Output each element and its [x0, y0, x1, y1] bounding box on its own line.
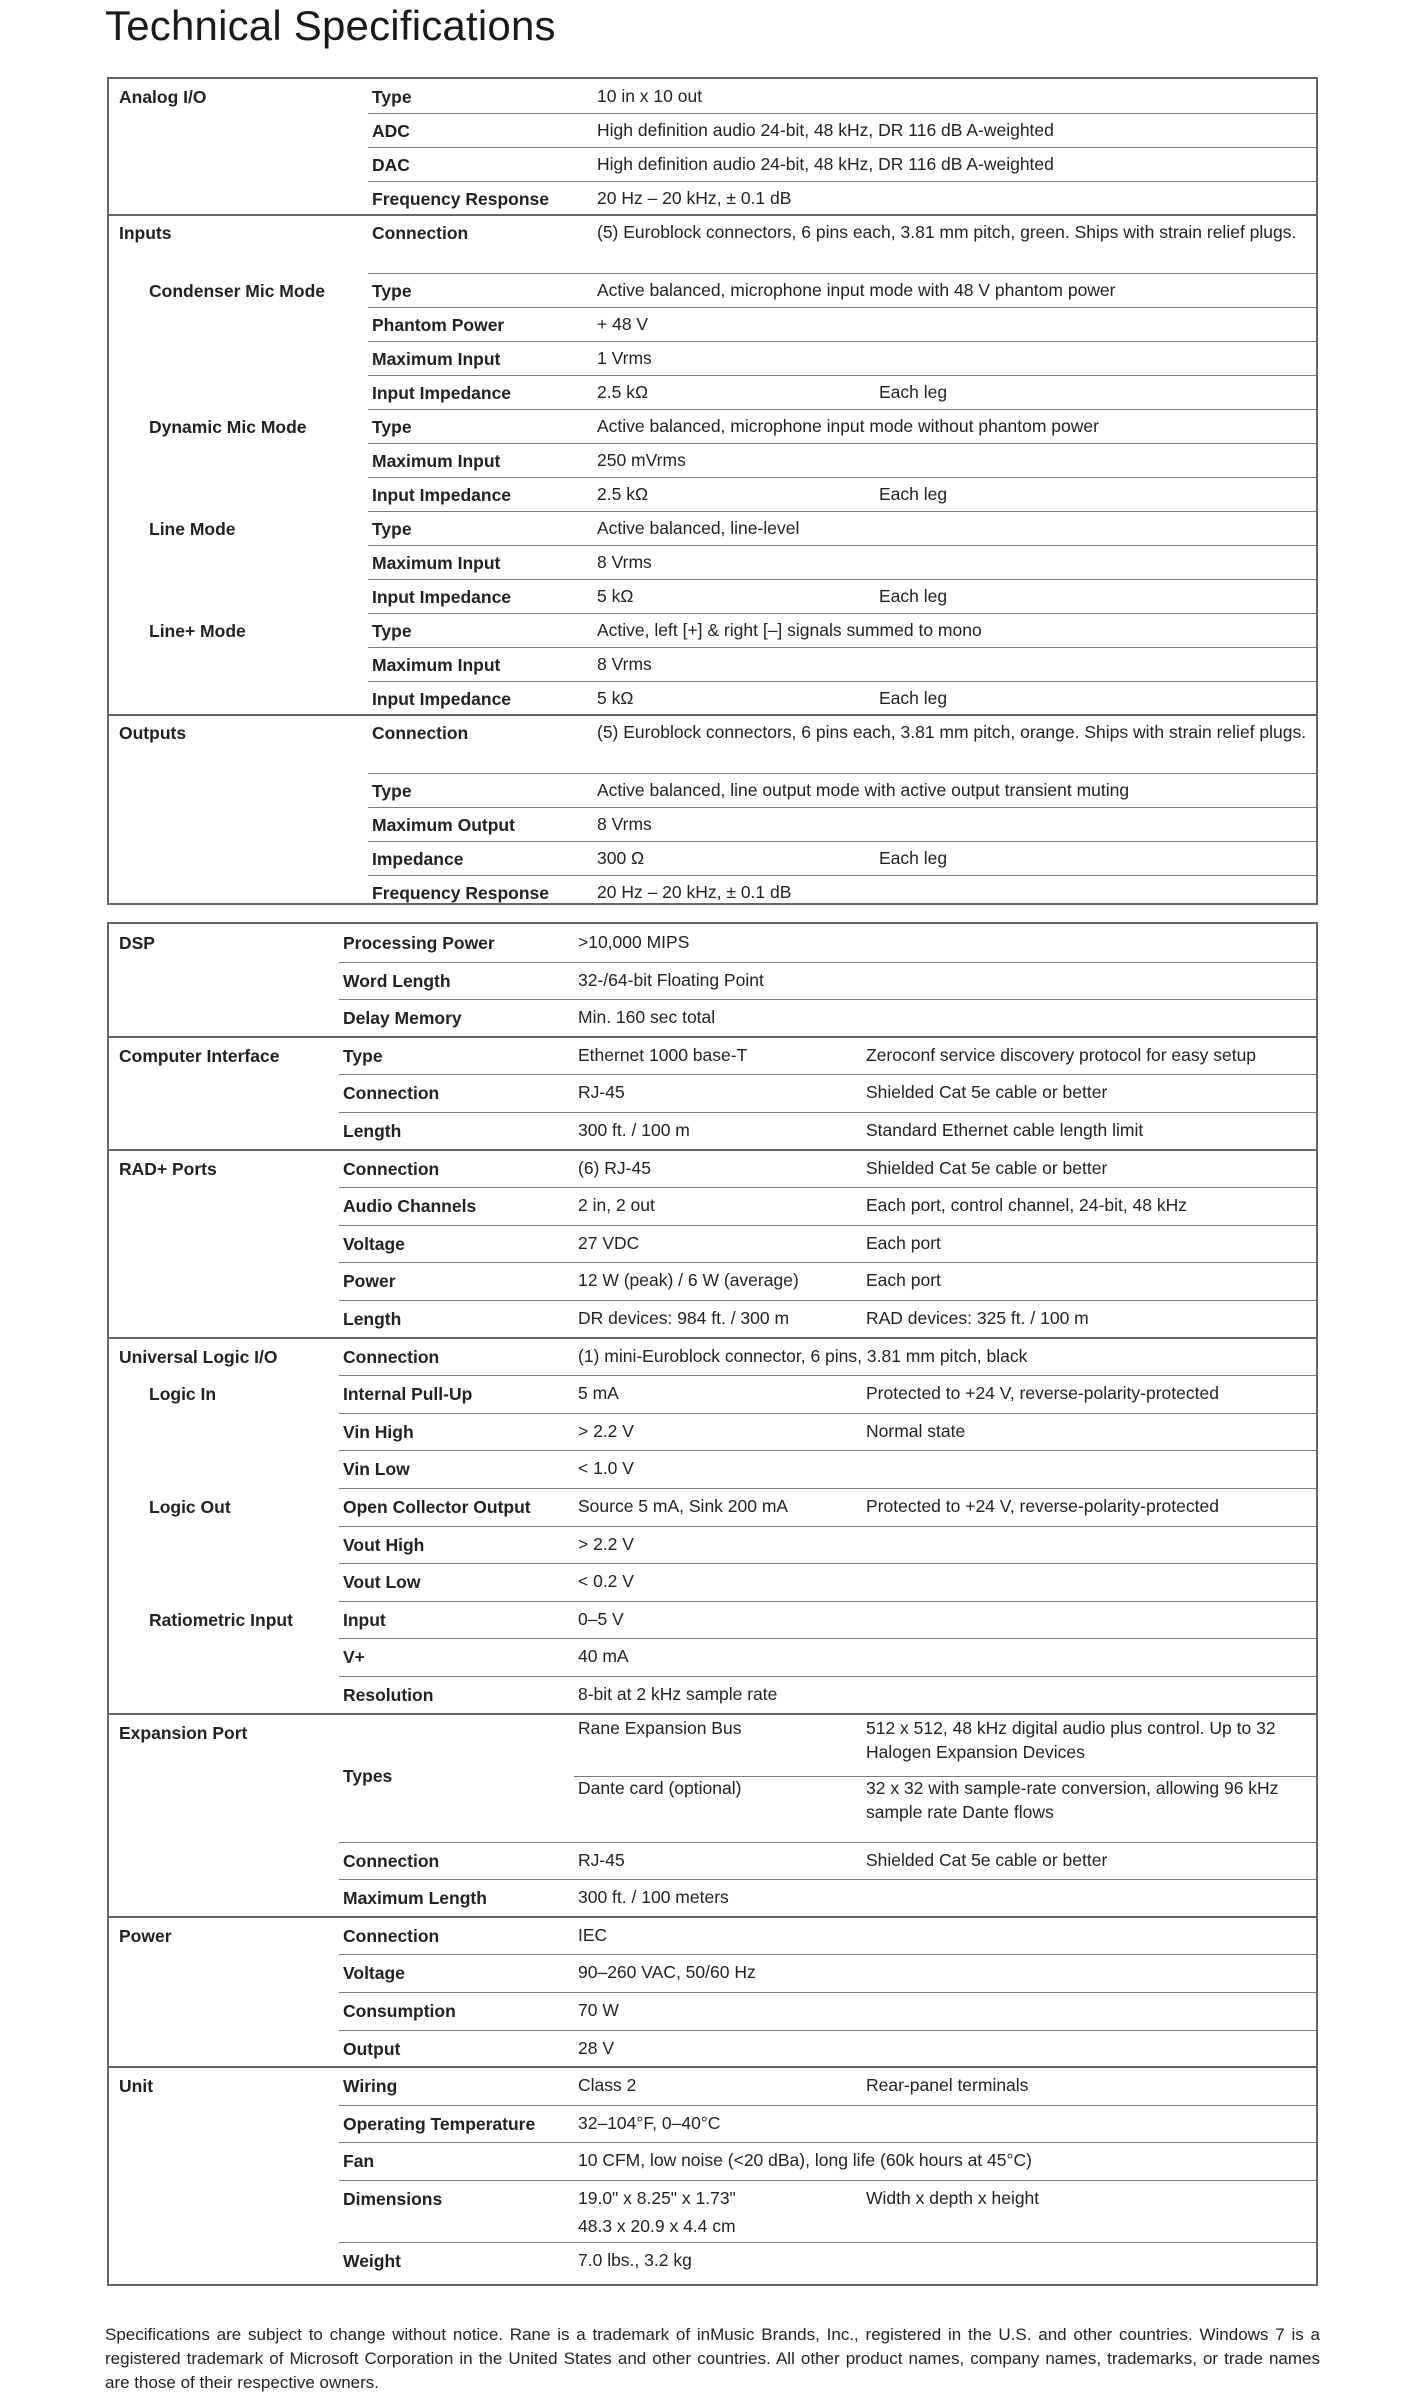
spec-label: Frequency Response [372, 883, 549, 903]
spec-label: Internal Pull-Up [343, 1384, 473, 1405]
spec-label: Output [343, 2038, 401, 2059]
spec-label: Voltage [343, 1963, 405, 1984]
spec-row [109, 715, 1316, 773]
spec-label: Input Impedance [372, 485, 512, 505]
page-title: Technical Specifications [105, 2, 556, 49]
spec-label: Processing Power [343, 933, 495, 953]
spec-value: 5 mA [578, 1383, 619, 1404]
spec-value: (5) Euroblock connectors, 6 pins each, 3.81 mm pitch, green. Ships with strain relief plugs. [597, 222, 1297, 242]
spec-table-system [107, 922, 1318, 2286]
spec-row [109, 2242, 1316, 2280]
spec-value: High definition audio 24-bit, 48 kHz, DR 116 dB A-weighted [597, 120, 1054, 140]
spec-value: Rane Expansion Bus [578, 1717, 742, 1738]
spec-row [109, 773, 1316, 807]
spec-note: Shielded Cat 5e cable or better [866, 1082, 1108, 1103]
spec-value: Active balanced, microphone input mode without phantom power [597, 416, 1099, 436]
spec-note: Zeroconf service discovery protocol for easy setup [866, 1044, 1257, 1065]
spec-label: Maximum Output [372, 815, 515, 835]
subgroup-label: Condenser Mic Mode [149, 281, 325, 301]
spec-value: 12 W (peak) / 6 W (average) [578, 1270, 799, 1291]
spec-note: 32 x 32 with sample-rate conversion, allowing 96 kHz sample rate Dante flows [866, 1777, 1279, 1822]
spec-label: Connection [343, 1850, 440, 1871]
spec-label: Vin Low [343, 1459, 410, 1480]
spec-label: Operating Temperature [343, 2113, 536, 2134]
spec-note: Protected to +24 V, reverse-polarity-protected [866, 1383, 1219, 1404]
spec-label: ADC [372, 121, 410, 141]
spec-value: Min. 160 sec total [578, 1007, 716, 1028]
spec-label: Type [343, 1045, 383, 1066]
spec-row [109, 647, 1316, 681]
spec-row [109, 1488, 1316, 1526]
spec-note: Shielded Cat 5e cable or better [866, 1849, 1108, 1870]
spec-label: Dimensions [343, 2189, 443, 2209]
spec-value: 8 Vrms [597, 552, 652, 572]
spec-value: 10 CFM, low noise (<20 dBa), long life (60k hours at 45°C) [578, 2150, 1032, 2171]
spec-row [109, 999, 1316, 1037]
spec-row [109, 1450, 1316, 1488]
spec-label: Phantom Power [372, 315, 505, 335]
spec-value: > 2.2 V [578, 1420, 634, 1441]
spec-value: 2 in, 2 out [578, 1195, 655, 1216]
spec-value: (6) RJ-45 [578, 1157, 651, 1178]
category-label: Universal Logic I/O [119, 1346, 278, 1367]
spec-row [109, 1112, 1316, 1150]
spec-row [109, 341, 1316, 375]
spec-value: 1 Vrms [597, 348, 652, 368]
spec-row [109, 273, 1316, 307]
spec-row [109, 1262, 1316, 1300]
spec-label: Input Impedance [372, 587, 512, 607]
spec-row [109, 2142, 1316, 2180]
spec-value: Class 2 [578, 2075, 637, 2096]
spec-note: Each port, control channel, 24-bit, 48 kHz [866, 1195, 1188, 1216]
spec-note: RAD devices: 325 ft. / 100 m [866, 1308, 1089, 1328]
category-label: Computer Interface [119, 1045, 280, 1066]
spec-row [109, 1526, 1316, 1564]
spec-label: Connection [372, 223, 469, 243]
category-label: Unit [119, 2076, 154, 2097]
spec-note: Each leg [879, 586, 948, 606]
spec-value: 8-bit at 2 kHz sample rate [578, 1684, 778, 1704]
spec-row [109, 2067, 1316, 2105]
spec-value: 90–260 VAC, 50/60 Hz [578, 1962, 756, 1983]
spec-label: Vout Low [343, 1572, 421, 1593]
spec-row [109, 1714, 1316, 1842]
spec-row [109, 1187, 1316, 1225]
spec-note: Each port [866, 1270, 941, 1291]
spec-label: Input Impedance [372, 689, 512, 709]
spec-row [109, 924, 1316, 962]
spec-row [109, 579, 1316, 613]
subgroup-label: Logic Out [149, 1497, 231, 1517]
spec-row [109, 307, 1316, 341]
spec-row [109, 147, 1316, 181]
category-label: Analog I/O [119, 87, 207, 107]
spec-note: Width x depth x height [866, 2188, 1040, 2208]
spec-value: 300 ft. / 100 m [578, 1120, 690, 1140]
spec-row [109, 1375, 1316, 1413]
spec-value: >10,000 MIPS [578, 932, 690, 952]
spec-value: 5 kΩ [597, 586, 634, 606]
spec-label: Type [372, 281, 412, 301]
spec-row [109, 613, 1316, 647]
subgroup-label: Logic In [149, 1384, 217, 1405]
spec-label: Consumption [343, 2001, 456, 2021]
spec-label: DAC [372, 155, 410, 175]
spec-value: 40 mA [578, 1646, 629, 1667]
spec-label: Connection [343, 1346, 440, 1367]
spec-note: Rear-panel terminals [866, 2075, 1029, 2096]
spec-value: RJ-45 [578, 1082, 625, 1103]
spec-label: Impedance [372, 849, 464, 869]
spec-value: > 2.2 V [578, 1533, 634, 1554]
spec-row [109, 375, 1316, 409]
spec-value: High definition audio 24-bit, 48 kHz, DR 116 dB A-weighted [597, 154, 1054, 174]
spec-value: 5 kΩ [597, 688, 634, 708]
spec-value: 8 Vrms [597, 654, 652, 674]
spec-row [109, 181, 1316, 215]
spec-label: Input Impedance [372, 383, 512, 403]
spec-note: Each leg [879, 688, 948, 708]
spec-label: Connection [343, 1925, 440, 1946]
spec-value: 27 VDC [578, 1232, 640, 1253]
spec-value: 2.5 kΩ [597, 382, 649, 402]
spec-value: + 48 V [597, 314, 649, 334]
spec-label: Resolution [343, 1685, 434, 1705]
spec-value: 8 Vrms [597, 814, 652, 834]
spec-row [109, 1074, 1316, 1112]
spec-row [109, 875, 1316, 909]
spec-value: Active balanced, line output mode with active output transient muting [597, 780, 1130, 800]
spec-label: Input [343, 1609, 386, 1630]
spec-label: Delay Memory [343, 1008, 462, 1029]
spec-note: Each leg [879, 382, 948, 402]
spec-row [109, 1338, 1316, 1376]
spec-value: 7.0 lbs., 3.2 kg [578, 2249, 692, 2270]
spec-value: 19.0" x 8.25" x 1.73" [578, 2188, 736, 2208]
spec-row [109, 1954, 1316, 1992]
spec-value: (5) Euroblock connectors, 6 pins each, 3.81 mm pitch, orange. Ships with strain relief plugs. [597, 722, 1307, 742]
spec-label: Wiring [343, 2076, 398, 2097]
category-label: Expansion Port [119, 1722, 248, 1743]
spec-label: Vout High [343, 1534, 425, 1555]
spec-row [109, 477, 1316, 511]
spec-label: Connection [343, 1158, 440, 1179]
subgroup-label: Line+ Mode [149, 621, 246, 641]
spec-value: RJ-45 [578, 1849, 625, 1870]
spec-row [109, 1225, 1316, 1263]
spec-label: Type [372, 621, 412, 641]
spec-label: Power [343, 1271, 396, 1292]
spec-row [109, 2180, 1316, 2242]
spec-label: Vin High [343, 1421, 414, 1442]
spec-value-secondary: 48.3 x 20.9 x 4.4 cm [578, 2216, 736, 2236]
spec-label: Type [372, 781, 412, 801]
category-label: Inputs [119, 223, 172, 243]
subgroup-label: Line Mode [149, 519, 236, 539]
footer-disclaimer: Specifications are subject to change without notice. Rane is a trademark of inMusic Brands, Inc., registered in the U.S. and other countries. Windows 7 is a registered trademark of Microsoft Corporation in the United States and other countries. All other product names, company names, trademarks, or trade names are those of their respective owners. [105, 2325, 1320, 2392]
spec-label: Length [343, 1309, 402, 1329]
spec-value: 20 Hz – 20 kHz, ± 0.1 dB [597, 882, 792, 902]
subgroup-label: Dynamic Mic Mode [149, 417, 307, 437]
spec-value: 0–5 V [578, 1608, 624, 1629]
spec-note: Standard Ethernet cable length limit [866, 1120, 1144, 1140]
spec-value: IEC [578, 1924, 608, 1945]
spec-row [109, 841, 1316, 875]
spec-note: Normal state [866, 1420, 966, 1441]
spec-value: DR devices: 984 ft. / 300 m [578, 1308, 790, 1328]
spec-row [109, 1563, 1316, 1601]
spec-value: 300 Ω [597, 848, 645, 868]
spec-note: Each leg [879, 848, 948, 868]
spec-label: Maximum Input [372, 655, 501, 675]
spec-row [109, 1601, 1316, 1639]
spec-label: Type [372, 87, 412, 107]
spec-value: 32–104°F, 0–40°C [578, 2112, 721, 2133]
spec-row [109, 962, 1316, 1000]
spec-label: Fan [343, 2151, 375, 2172]
subgroup-label: Ratiometric Input [149, 1609, 293, 1630]
category-label: Outputs [119, 723, 187, 743]
spec-value: Ethernet 1000 base-T [578, 1044, 748, 1065]
spec-label: Maximum Input [372, 349, 501, 369]
spec-label: Open Collector Output [343, 1497, 531, 1517]
spec-value: 250 mVrms [597, 450, 686, 470]
spec-table-analog [107, 77, 1318, 905]
spec-value: Source 5 mA, Sink 200 mA [578, 1496, 789, 1516]
spec-value: 32-/64-bit Floating Point [578, 969, 764, 990]
spec-row [109, 1992, 1316, 2030]
spec-value: Dante card (optional) [578, 1777, 742, 1798]
spec-row [109, 545, 1316, 579]
category-label: RAD+ Ports [119, 1158, 217, 1179]
spec-value: < 0.2 V [578, 1571, 634, 1592]
spec-value: 20 Hz – 20 kHz, ± 0.1 dB [597, 188, 792, 208]
category-label: Power [119, 1925, 172, 1946]
spec-note: Each port [866, 1232, 941, 1253]
spec-row [109, 1842, 1316, 1880]
spec-value: Active balanced, microphone input mode with 48 V phantom power [597, 280, 1116, 300]
spec-value: 300 ft. / 100 meters [578, 1887, 729, 1908]
spec-label: Word Length [343, 970, 451, 991]
spec-row [109, 1638, 1316, 1676]
spec-row [109, 2030, 1316, 2068]
spec-row [109, 681, 1316, 715]
spec-row [109, 807, 1316, 841]
spec-label: Type [372, 519, 412, 539]
spec-value: 70 W [578, 2000, 619, 2020]
spec-value: < 1.0 V [578, 1458, 634, 1479]
spec-value: (1) mini-Euroblock connector, 6 pins, 3.81 mm pitch, black [578, 1345, 1028, 1366]
spec-row [109, 1150, 1316, 1188]
spec-value: Active balanced, line-level [597, 518, 800, 538]
spec-row [109, 1676, 1316, 1714]
spec-row [109, 511, 1316, 545]
spec-note: 512 x 512, 48 kHz digital audio plus control. Up to 32 Halogen Expansion Devices [866, 1717, 1276, 1762]
spec-row [109, 1879, 1316, 1917]
spec-label: Frequency Response [372, 189, 549, 209]
spec-label: Types [343, 1765, 393, 1786]
spec-label: Maximum Length [343, 1888, 487, 1909]
spec-label: Length [343, 1121, 402, 1141]
spec-label: Connection [372, 723, 469, 743]
spec-row [109, 1300, 1316, 1338]
spec-note: Protected to +24 V, reverse-polarity-protected [866, 1496, 1219, 1516]
spec-value: 2.5 kΩ [597, 484, 649, 504]
spec-label: Voltage [343, 1233, 405, 1254]
spec-row [109, 443, 1316, 477]
spec-label: V+ [343, 1647, 365, 1668]
spec-label: Connection [343, 1083, 440, 1104]
spec-row [109, 79, 1316, 113]
spec-row [109, 215, 1316, 273]
spec-label: Weight [343, 2250, 402, 2271]
spec-note: Each leg [879, 484, 948, 504]
spec-row [109, 113, 1316, 147]
spec-row [109, 1037, 1316, 1075]
spec-row [109, 409, 1316, 443]
spec-value: 28 V [578, 2037, 614, 2058]
spec-row [109, 2105, 1316, 2143]
spec-row [109, 1917, 1316, 1955]
spec-label: Maximum Input [372, 553, 501, 573]
spec-note: Shielded Cat 5e cable or better [866, 1157, 1108, 1178]
spec-label: Audio Channels [343, 1196, 477, 1217]
spec-value: Active, left [+] & right [–] signals summed to mono [597, 620, 982, 640]
spec-label: Type [372, 417, 412, 437]
category-label: DSP [119, 933, 155, 953]
spec-value: 10 in x 10 out [597, 86, 703, 106]
spec-row [109, 1413, 1316, 1451]
spec-label: Maximum Input [372, 451, 501, 471]
